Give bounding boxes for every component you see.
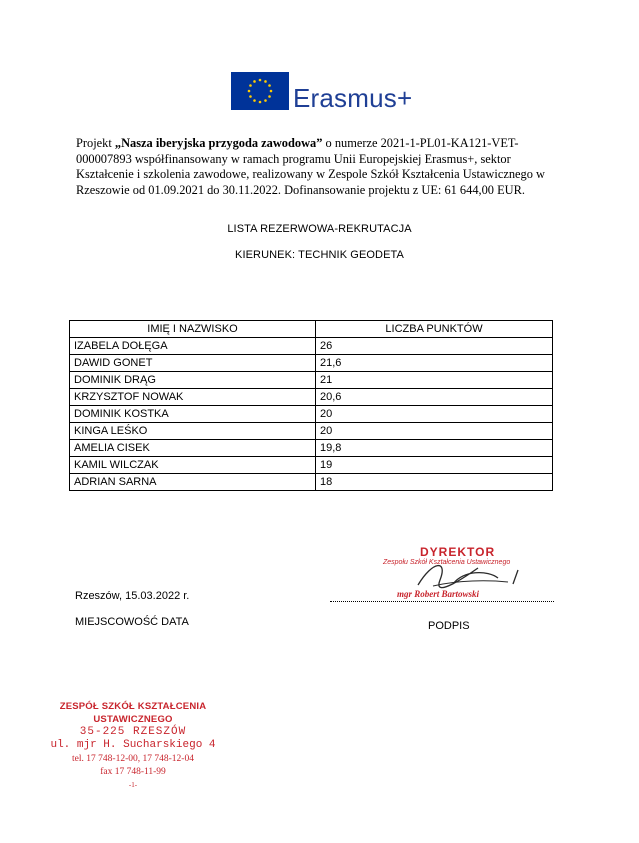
table-row <box>70 338 553 355</box>
school-stamp <box>28 700 238 792</box>
table-row <box>70 355 553 372</box>
list-title: LISTA REZERWOWA-REKRUTACJA <box>227 223 412 235</box>
school-stamp-name: ZESPÓŁ SZKÓŁ KSZTAŁCENIA USTAWICZNEGO <box>59 701 207 725</box>
eu-star <box>259 101 262 104</box>
school-stamp-city: 35-225 RZESZÓW <box>79 726 187 738</box>
candidates-table <box>69 320 553 491</box>
candidate-name: KINGA LEŚKO <box>70 423 316 440</box>
school-stamp-street: ul. mjr H. Sucharskiego 4 <box>50 739 216 751</box>
header-points: LICZBA PUNKTÓW <box>316 321 553 338</box>
candidate-points: 19,8 <box>316 440 553 457</box>
erasmus-wordmark: Erasmus+ <box>293 83 413 113</box>
school-stamp-number: -1- <box>128 781 138 789</box>
table-row <box>70 440 553 457</box>
candidate-name: DOMINIK KOSTKA <box>70 406 316 423</box>
candidate-points: 21 <box>316 372 553 389</box>
candidate-points: 21,6 <box>316 355 553 372</box>
candidate-points: 20 <box>316 423 553 440</box>
candidate-name: KRZYSZTOF NOWAK <box>70 389 316 406</box>
project-name: „Nasza iberyjska przygoda zawodowa” <box>114 136 323 150</box>
table-row <box>70 372 553 389</box>
candidate-name: DAWID GONET <box>70 355 316 372</box>
candidate-points: 18 <box>316 474 553 491</box>
intro-prefix: Projekt <box>76 136 115 150</box>
school-stamp-fax: fax 17 748-11-99 <box>100 767 166 777</box>
project-description <box>76 136 571 198</box>
candidate-points: 19 <box>316 457 553 474</box>
eu-star <box>268 95 271 98</box>
table-row <box>70 457 553 474</box>
place-date-caption: MIEJSCOWOŚĆ DATA <box>75 616 189 628</box>
table-row <box>70 474 553 491</box>
place-date: Rzeszów, 15.03.2022 r. <box>75 590 190 602</box>
intro-body: o numerze 2021-1-PL01-KA121-VET-000007893 współfinansowany w ramach programu Unii Europejskiej Erasmus+, sektor Kształcenie i szkolenia zawodowe, realizowany w Zespole Szkół Kształcenia Ustawicznego w Rzeszowie od 01.09.2021 do 30.11.2022. Dofinansowanie projektu z UE: 61 644,00 EUR. <box>76 136 545 197</box>
direction-heading: KIERUNEK: TECHNIK GEODETA <box>235 249 404 261</box>
candidate-name: KAMIL WILCZAK <box>70 457 316 474</box>
eu-star <box>248 90 251 93</box>
eu-star <box>249 84 252 87</box>
signature-caption: PODPIS <box>428 620 470 632</box>
candidate-name: DOMINIK DRĄG <box>70 372 316 389</box>
eu-star <box>259 79 262 82</box>
candidate-points: 20,6 <box>316 389 553 406</box>
header-name: IMIĘ I NAZWISKO <box>70 321 316 338</box>
school-stamp-tel: tel. 17 748-12-00, 17 748-12-04 <box>72 754 194 764</box>
eu-star <box>264 99 267 102</box>
signature-line <box>330 593 554 602</box>
candidate-name: AMELIA CISEK <box>70 440 316 457</box>
eu-flag-logo <box>231 72 289 110</box>
candidate-name: IZABELA DOŁĘGA <box>70 338 316 355</box>
table-row <box>70 423 553 440</box>
eu-star <box>253 80 256 83</box>
eu-star <box>264 80 267 83</box>
table-header-row <box>70 321 553 338</box>
director-stamp-school: Zespołu Szkół Kształcenia Ustawicznego <box>383 559 511 566</box>
candidate-points: 20 <box>316 406 553 423</box>
eu-star <box>270 90 273 93</box>
eu-star <box>249 95 252 98</box>
eu-star <box>253 99 256 102</box>
eu-stars-icon <box>231 72 289 110</box>
table-row <box>70 389 553 406</box>
candidate-points: 26 <box>316 338 553 355</box>
table-row <box>70 406 553 423</box>
director-stamp-title: DYREKTOR <box>420 545 496 559</box>
eu-star <box>268 84 271 87</box>
candidate-name: ADRIAN SARNA <box>70 474 316 491</box>
director-stamp-name: mgr Robert Bartowski <box>397 589 480 599</box>
